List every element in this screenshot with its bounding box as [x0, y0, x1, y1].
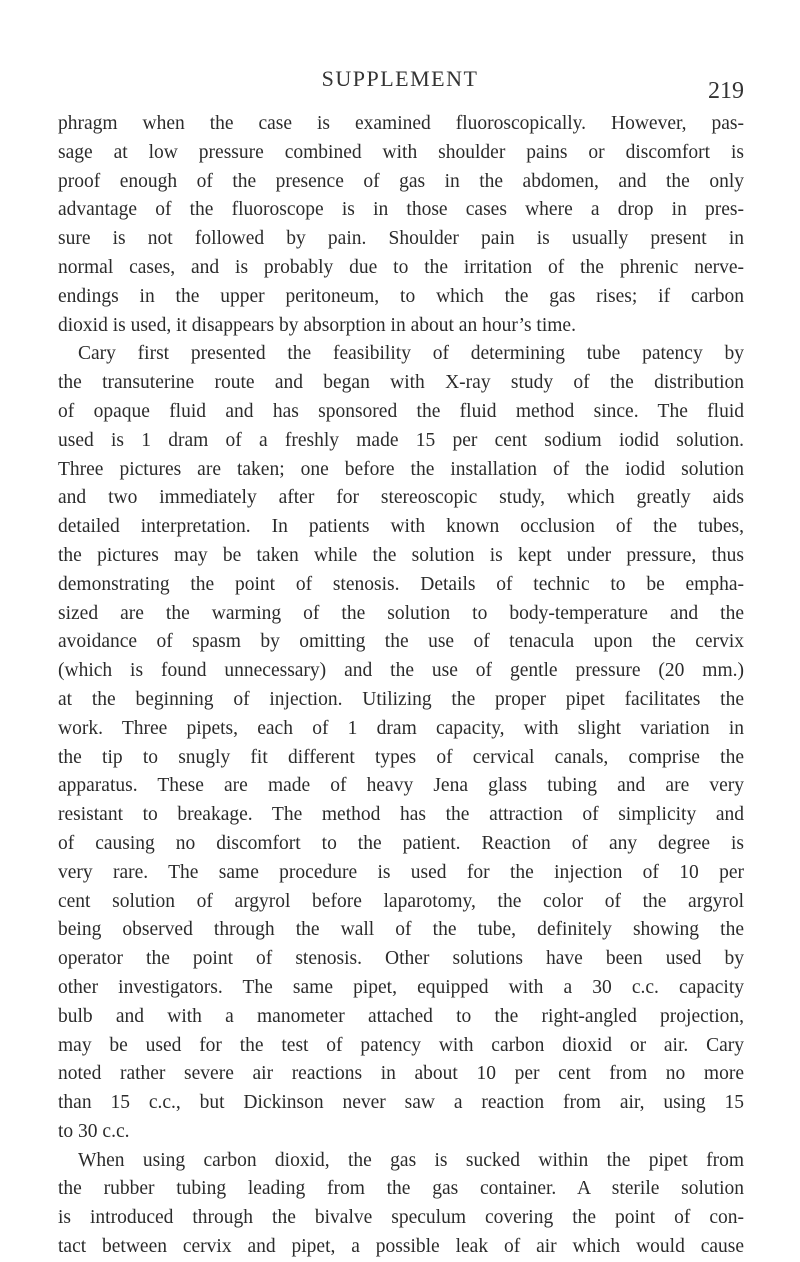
text-line: of causing no discomfort to the patient. Reaction of any degree is [58, 832, 744, 854]
text-line: avoidance of spasm by omitting the use of tenacula upon the cervix [58, 631, 744, 653]
text-line: operator the point of stenosis. Other solutions have been used by [58, 948, 744, 970]
text-line: phragm when the case is examined fluoroscopically. However, pas- [58, 113, 744, 134]
text-line: the transuterine route and began with X-ray study of the distribution [58, 372, 744, 394]
text-line: tact between cervix and pipet, a possible leak of air which would cause [58, 1236, 744, 1258]
text-line: dioxid is used, it disappears by absorption in about an hour’s time. [58, 314, 576, 336]
text-line: endings in the upper peritoneum, to which the gas rises; if carbon [58, 285, 744, 307]
text-line: apparatus. These are made of heavy Jena glass tubing and are very [58, 775, 744, 797]
text-line: other investigators. The same pipet, equipped with a 30 c.c. capacity [58, 976, 744, 998]
running-head: SUPPLEMENT [321, 66, 479, 91]
text-line: is introduced through the bivalve speculum covering the point of con- [58, 1207, 744, 1229]
text-line: proof enough of the presence of gas in the abdomen, and the only [58, 170, 744, 192]
text-line: the tip to snugly fit different types of cervical canals, comprise the [58, 746, 744, 768]
text-line: to 30 c.c. [58, 1120, 130, 1142]
text-line: sized are the warming of the solution to body-temperature and the [58, 602, 744, 624]
text-line: detailed interpretation. In patients with known occlusion of the tubes, [58, 516, 744, 538]
text-line: very rare. The same procedure is used for the injection of 10 per [58, 861, 744, 883]
text-line: sage at low pressure combined with shoulder pains or discomfort is [58, 141, 744, 163]
text-line: bulb and with a manometer attached to the right-angled projection, [58, 1005, 744, 1027]
text-line: demonstrating the point of stenosis. Details of technic to be empha- [58, 573, 744, 595]
text-line: When using carbon dioxid, the gas is sucked within the pipet from [78, 1149, 744, 1171]
text-line: the pictures may be taken while the solution is kept under pressure, thus [58, 544, 744, 566]
text-line: of opaque fluid and has sponsored the fluid method since. The fluid [58, 400, 744, 422]
text-line: used is 1 dram of a freshly made 15 per cent sodium iodid solution. [58, 429, 744, 451]
text-line: may be used for the test of patency with carbon dioxid or air. Cary [58, 1034, 744, 1056]
text-line: noted rather severe air reactions in about 10 per cent from no more [58, 1063, 744, 1085]
text-line: normal cases, and is probably due to the irritation of the phrenic nerve- [58, 256, 744, 278]
page-number: 219 [708, 78, 744, 104]
text-line: (which is found unnecessary) and the use of gentle pressure (20 mm.) [58, 660, 744, 682]
text-line: Three pictures are taken; one before the installation of the iodid solution [58, 458, 744, 480]
text-line: work. Three pipets, each of 1 dram capacity, with slight variation in [58, 717, 744, 739]
text-line: advantage of the fluoroscope is in those cases where a drop in pres- [58, 199, 744, 221]
text-line: being observed through the wall of the tube, definitely showing the [58, 919, 744, 941]
text-line: and two immediately after for stereoscopic study, which greatly aids [58, 487, 744, 509]
text-line: Cary first presented the feasibility of determining tube patency by [78, 343, 744, 365]
text-line: than 15 c.c., but Dickinson never saw a reaction from air, using 15 [58, 1092, 744, 1114]
text-line: sure is not followed by pain. Shoulder pain is usually present in [58, 228, 744, 250]
text-line: cent solution of argyrol before laparotomy, the color of the argyrol [58, 890, 744, 912]
body-text [58, 110, 744, 1262]
text-line: at the beginning of injection. Utilizing the proper pipet facilitates the [58, 688, 744, 710]
text-line: the rubber tubing leading from the gas container. A sterile solution [58, 1178, 744, 1200]
text-line: resistant to breakage. The method has the attraction of simplicity and [58, 804, 744, 826]
